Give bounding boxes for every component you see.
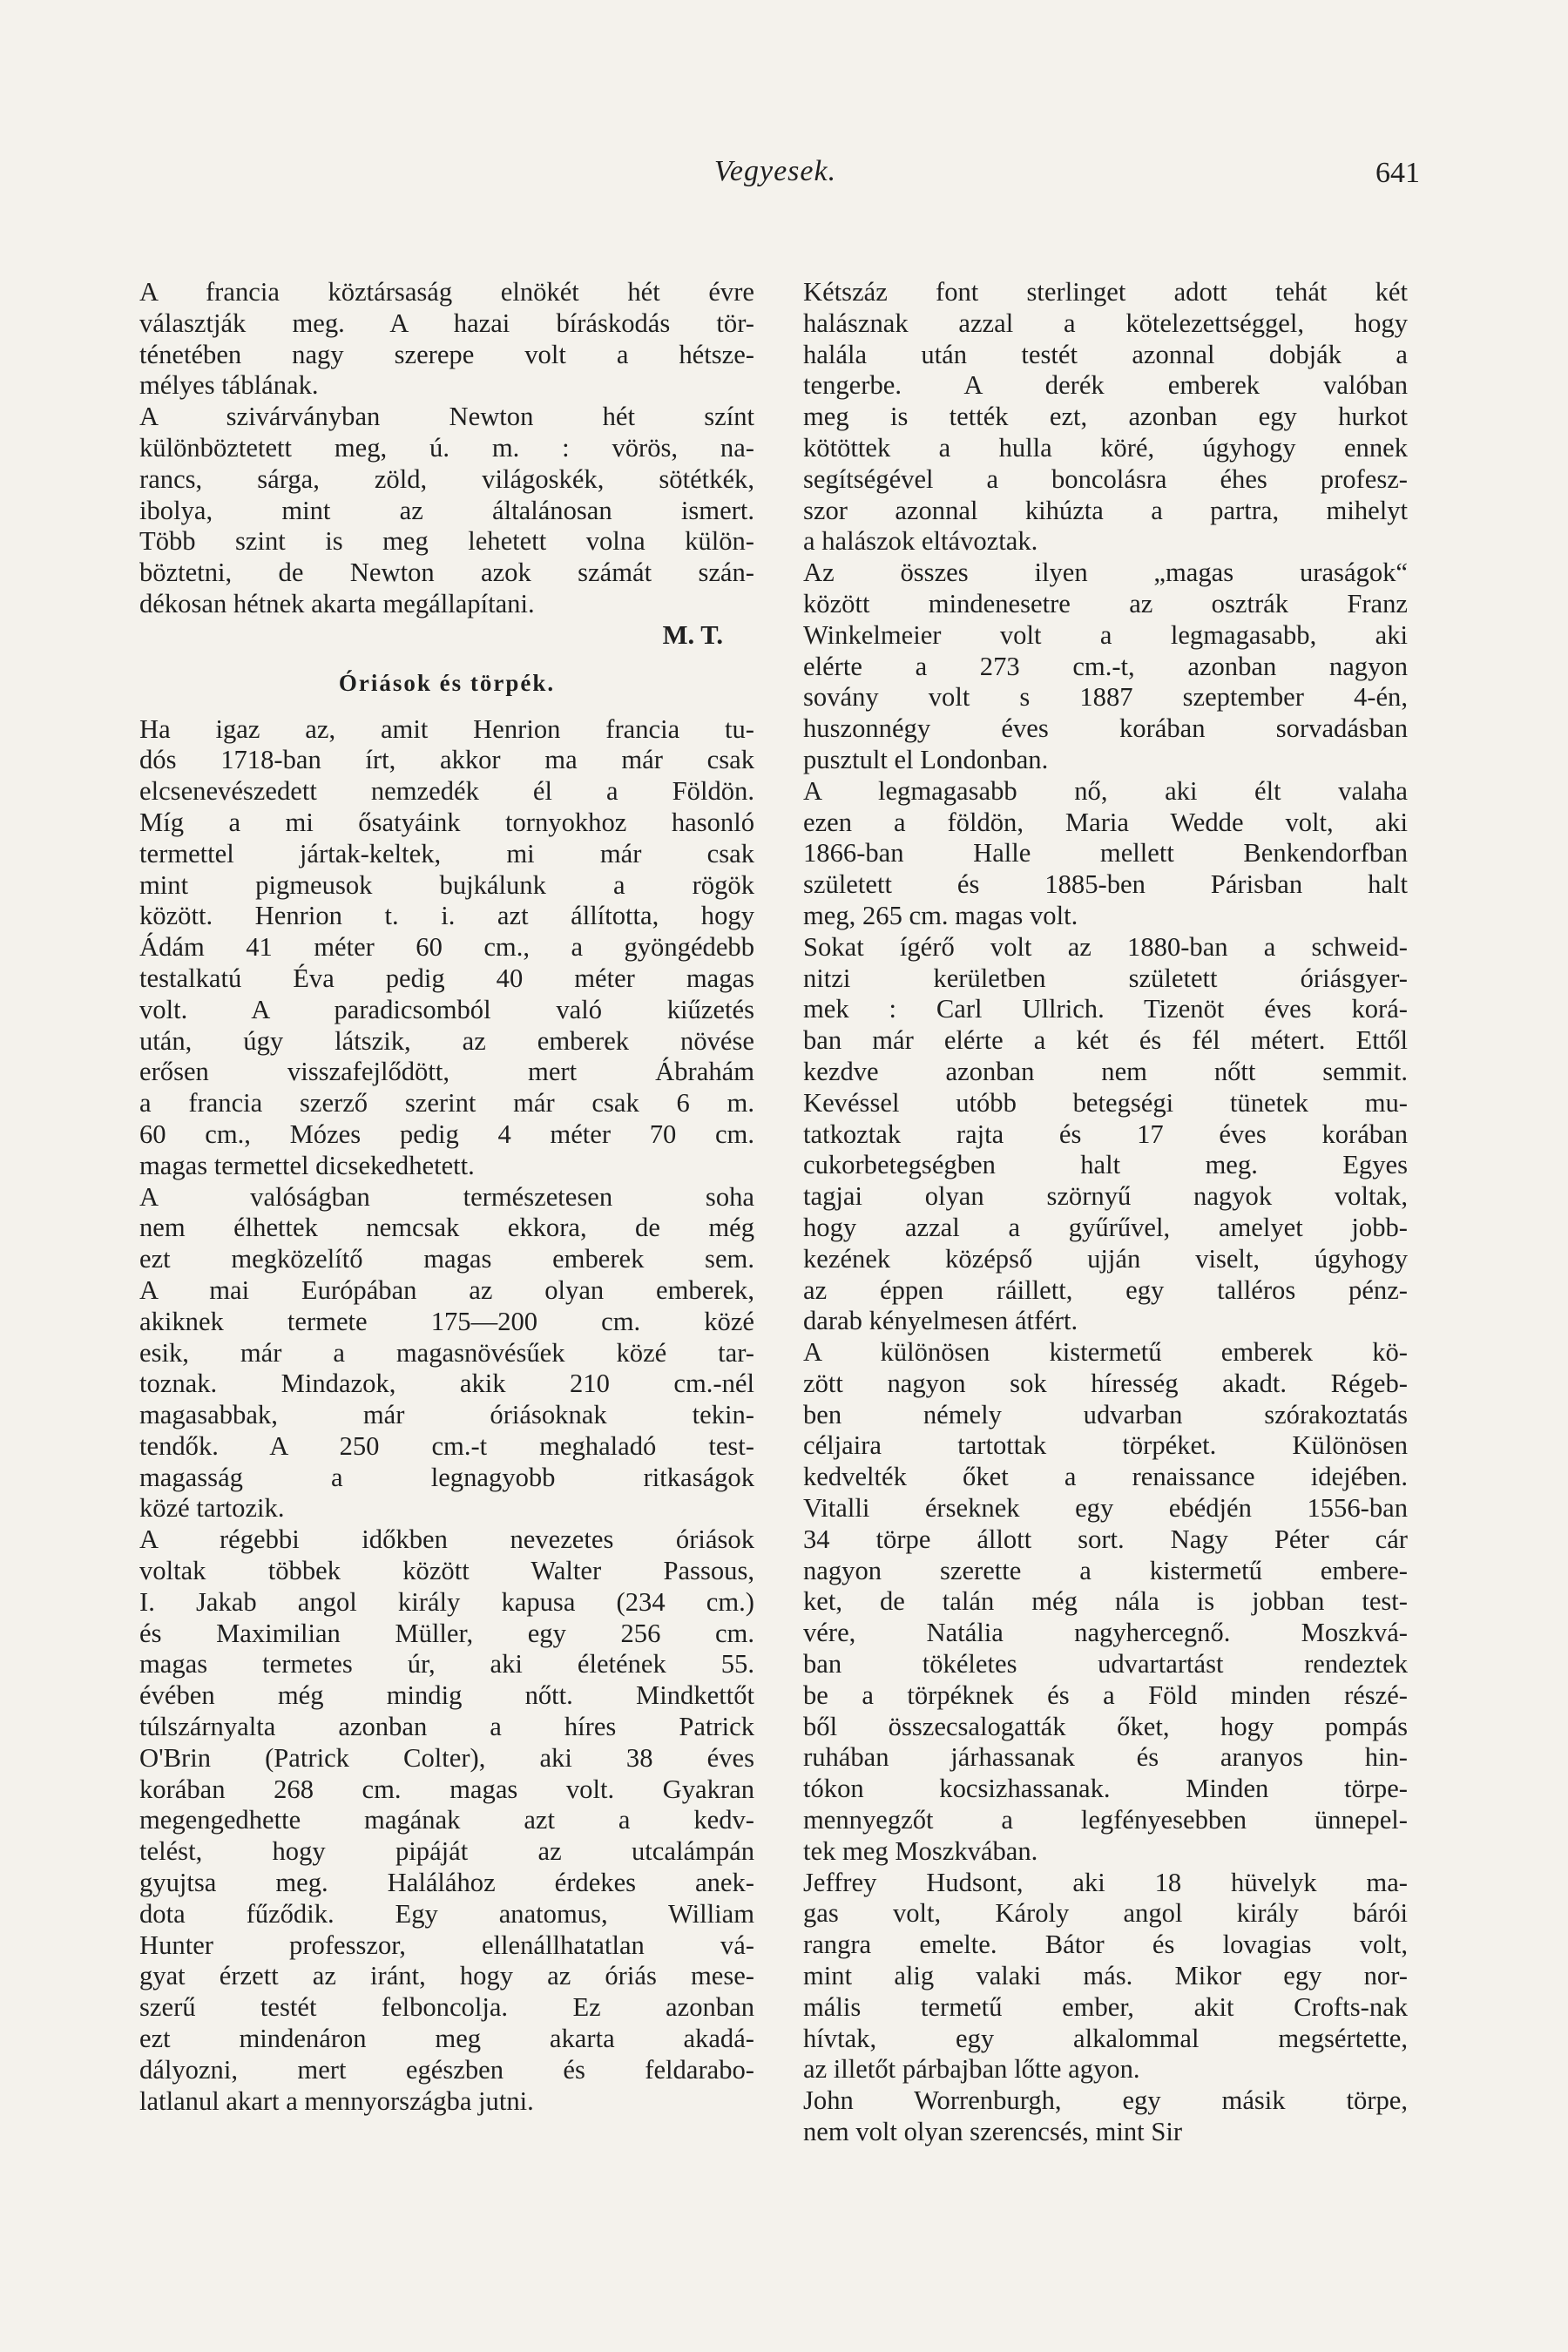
text-line: rangra emelte. Bátor és lovagias volt, [803, 1930, 1408, 1960]
text-line: be a törpéknek és a Föld minden részé- [803, 1680, 1408, 1710]
text-line: volt. A paradicsomból való kiűzetés [139, 994, 754, 1024]
text-line: gyat érzett az iránt, hogy az óriás mese- [139, 1961, 754, 1991]
text-line: közé tartozik. [139, 1493, 285, 1524]
text-line: hívtak, egy alkalommal megsértette, [803, 2023, 1408, 2053]
text-line: ből összecsalogatták őket, hogy pompás [803, 1711, 1408, 1741]
text-line: ezt mindenáron meg akarta akadá- [139, 2024, 754, 2054]
text-line: Ádám 41 méter 60 cm., a gyöngédebb [139, 932, 754, 963]
text-line: Jeffrey Hudsont, aki 18 hüvelyk ma- [803, 1867, 1408, 1897]
text-line: Ha igaz az, amit Henrion francia tu- [139, 713, 754, 744]
text-line: A mai Európában az olyan emberek, [139, 1274, 754, 1305]
text-line: szor azonnal kihúzta a partra, mihelyt [803, 495, 1408, 525]
text-line: kötöttek a hulla köré, úgyhogy ennek [803, 432, 1408, 463]
page-number: 641 [1375, 157, 1420, 189]
text-line: A különösen kistermetű emberek kö- [803, 1337, 1408, 1368]
text-line: mek : Carl Ullrich. Tizenöt éves korá- [803, 994, 1408, 1024]
text-line: céljaira tartottak törpéket. Különösen [803, 1430, 1408, 1461]
text-line: magas termetes úr, aki életének 55. [139, 1649, 754, 1680]
left-column [139, 277, 754, 2117]
author-signature: M. T. [662, 619, 723, 650]
text-line: ténetében nagy szerepe volt a hétsze- [139, 339, 754, 369]
right-column [803, 277, 1408, 2148]
text-line: dályozni, mert egészben és feldarabo- [139, 2054, 754, 2085]
running-header-title: Vegyesek. [713, 155, 837, 187]
text-line: esik, már a magasnövésűek közé tar- [139, 1337, 754, 1368]
text-line: testalkatú Éva pedig 40 méter magas [139, 963, 754, 993]
text-line: mennyegzőt a legfényesebben ünnepel- [803, 1805, 1408, 1835]
text-line: ket, de talán még nála is jobban test- [803, 1586, 1408, 1617]
text-line: akiknek termete 175—200 cm. közé [139, 1306, 754, 1336]
text-line: nem élhettek nemcsak ekkora, de még [139, 1213, 754, 1243]
text-line: kedvelték őket a renaissance idejében. [803, 1462, 1408, 1492]
text-line: Kétszáz font sterlinget adott tehát két [803, 277, 1408, 307]
text-line: A szivárványban Newton hét színt [139, 402, 754, 432]
text-line: Kevéssel utóbb betegségi tünetek mu- [803, 1087, 1408, 1118]
text-line: mális termetű ember, akit Crofts-nak [803, 1991, 1408, 2022]
text-line: dota fűződik. Egy anatomus, William [139, 1898, 754, 1929]
text-line: az éppen ráillett, egy talléros pénz- [803, 1274, 1408, 1305]
text-line: zött nagyon sok híresség akadt. Régeb- [803, 1368, 1408, 1398]
text-line: 1866-ban Halle mellett Benkendorfban [803, 838, 1408, 868]
text-line: nagyon szerette a kistermetű embere- [803, 1555, 1408, 1585]
text-line: tek meg Moszkvában. [803, 1835, 1038, 1866]
text-line: Míg a mi ősatyáink tornyokhoz hasonló [139, 807, 754, 837]
text-line: 60 cm., Mózes pedig 4 méter 70 cm. [139, 1119, 754, 1149]
text-line: Winkelmeier volt a legmagasabb, aki [803, 619, 1408, 650]
text-line: választják meg. A hazai bíráskodás tör- [139, 308, 754, 338]
text-line: szerű testét felboncolja. Ez azonban [139, 1992, 754, 2023]
text-line: tagjai olyan szörnyű nagyok voltak, [803, 1181, 1408, 1212]
text-line: ban már elérte a két és fél métert. Ettől [803, 1025, 1408, 1056]
text-line: született és 1885-ben Párisban halt [803, 869, 1408, 900]
text-line: termettel jártak-keltek, mi már csak [139, 838, 754, 868]
text-line: gyujtsa meg. Halálához érdekes anek- [139, 1868, 754, 1898]
article-body-right [803, 277, 1408, 2148]
text-line: Hunter professzor, ellenállhatatlan vá- [139, 1930, 754, 1960]
text-line: A francia köztársaság elnökét hét évre [139, 277, 754, 307]
text-line: évében még mindig nőtt. Mindkettőt [139, 1680, 754, 1711]
text-line: ezt megközelítő magas emberek sem. [139, 1244, 754, 1274]
text-line: nem volt olyan szerencsés, mint Sir [803, 2117, 1183, 2147]
text-line: ban tökéletes udvartartást rendeztek [803, 1649, 1408, 1680]
text-line: az illetőt párbajban lőtte agyon. [803, 2054, 1140, 2085]
text-line: sovány volt s 1887 szeptember 4-én, [803, 682, 1408, 713]
text-line: dós 1718-ban írt, akkor ma már csak [139, 745, 754, 775]
text-line: toznak. Mindazok, akik 210 cm.-nél [139, 1369, 754, 1399]
text-line: ibolya, mint az általánosan ismert. [139, 495, 754, 525]
text-line: dékosan hétnek akarta megállapítani. [139, 588, 535, 618]
text-line: pusztult el Londonban. [803, 744, 1049, 774]
text-line: A valóságban természetesen soha [139, 1181, 754, 1212]
text-line: Sokat ígérő volt az 1880-ban a schweid- [803, 931, 1408, 962]
text-line: meg, 265 cm. magas volt. [803, 900, 1078, 930]
text-line: kezének középső ujján viselt, úgyhogy [803, 1243, 1408, 1274]
text-line: Több szint is meg lehetett volna külön- [139, 526, 754, 557]
text-line: halásznak azzal a kötelezettséggel, hogy [803, 308, 1408, 338]
text-line: között. Henrion t. i. azt állította, hogy [139, 901, 754, 931]
text-line: 34 törpe állott sort. Nagy Péter cár [803, 1524, 1408, 1554]
text-line: magasabbak, már óriásoknak tekin- [139, 1400, 754, 1430]
text-line: magasság a legnagyobb ritkaságok [139, 1462, 754, 1492]
text-line: tókon kocsizhassanak. Minden törpe- [803, 1774, 1408, 1804]
text-line: mint pigmeusok bujkálunk a rögök [139, 869, 754, 900]
text-line: A régebbi időkben nevezetes óriások [139, 1524, 754, 1555]
text-line: telést, hogy pipáját az utcalámpán [139, 1836, 754, 1867]
text-line: halála után testét azonnal dobják a [803, 339, 1408, 369]
text-line: elérte a 273 cm.-t, azonban nagyon [803, 651, 1408, 681]
article-body-left [139, 714, 754, 2118]
text-line: I. Jakab angol király kapusa (234 cm.) [139, 1586, 754, 1617]
text-line: Vitalli érseknek egy ebédjén 1556-ban [803, 1493, 1408, 1524]
text-line: között mindenesetre az osztrák Franz [803, 588, 1408, 618]
text-line: John Worrenburgh, egy másik törpe, [803, 2085, 1408, 2116]
text-line: túlszárnyalta azonban a híres Patrick [139, 1712, 754, 1742]
text-line: böztetni, de Newton azok számát szán- [139, 558, 754, 588]
text-line: vére, Natália nagyhercegnő. Moszkvá- [803, 1618, 1408, 1648]
text-line: rancs, sárga, zöld, világoskék, sötétkék, [139, 463, 754, 494]
text-line: magas termettel dicsekedhetett. [139, 1150, 475, 1180]
text-line: a halászok eltávoztak. [803, 526, 1038, 557]
text-line: hogy azzal a gyűrűvel, amelyet jobb- [803, 1212, 1408, 1242]
text-line: korában 268 cm. magas volt. Gyakran [139, 1774, 754, 1804]
text-line: megengedhette magának azt a kedv- [139, 1805, 754, 1835]
text-line: latlanul akart a mennyországba jutni. [139, 2085, 534, 2116]
text-line: gas volt, Károly angol király bárói [803, 1898, 1408, 1929]
text-line: kezdve azonban nem nőtt semmit. [803, 1056, 1408, 1086]
text-line: ezen a földön, Maria Wedde volt, aki [803, 807, 1408, 837]
text-line: O'Brin (Patrick Colter), aki 38 éves [139, 1742, 754, 1773]
text-line: segítségével a boncolásra éhes profesz- [803, 463, 1408, 494]
intro-paragraphs [139, 277, 754, 620]
text-line: ben némely udvarban szórakoztatás [803, 1399, 1408, 1429]
text-line: és Maximilian Müller, egy 256 cm. [139, 1618, 754, 1648]
text-line: voltak többek között Walter Passous, [139, 1556, 754, 1586]
text-line: meg is tették ezt, azonban egy hurkot [803, 402, 1408, 432]
text-line: ruhában járhassanak és aranyos hin- [803, 1742, 1408, 1773]
text-line: tendők. A 250 cm.-t meghaladó test- [139, 1430, 754, 1461]
text-line: a francia szerző szerint már csak 6 m. [139, 1088, 754, 1119]
text-line: elcsenevészedett nemzedék él a Földön. [139, 776, 754, 807]
text-line: tengerbe. A derék emberek valóban [803, 370, 1408, 401]
text-line: A legmagasabb nő, aki élt valaha [803, 775, 1408, 806]
text-line: különböztetett meg, ú. m. : vörös, na- [139, 432, 754, 463]
text-line: darab kényelmesen átfért. [803, 1306, 1078, 1336]
text-line: nitzi kerületben született óriásgyer- [803, 963, 1408, 993]
text-line: huszonnégy éves korában sorvadásban [803, 713, 1408, 744]
text-line: cukorbetegségben halt meg. Egyes [803, 1150, 1408, 1180]
text-line: Az összes ilyen „magas uraságok“ [803, 558, 1408, 588]
text-line: tatkoztak rajta és 17 éves korában [803, 1119, 1408, 1149]
text-line: mint alig valaki más. Mikor egy nor- [803, 1961, 1408, 1991]
text-line: mélyes táblának. [139, 370, 319, 401]
text-line: erősen visszafejlődött, mert Ábrahám [139, 1057, 754, 1087]
text-line: után, úgy látszik, az emberek növése [139, 1025, 754, 1056]
section-heading: Óriások és törpék. [338, 669, 556, 696]
